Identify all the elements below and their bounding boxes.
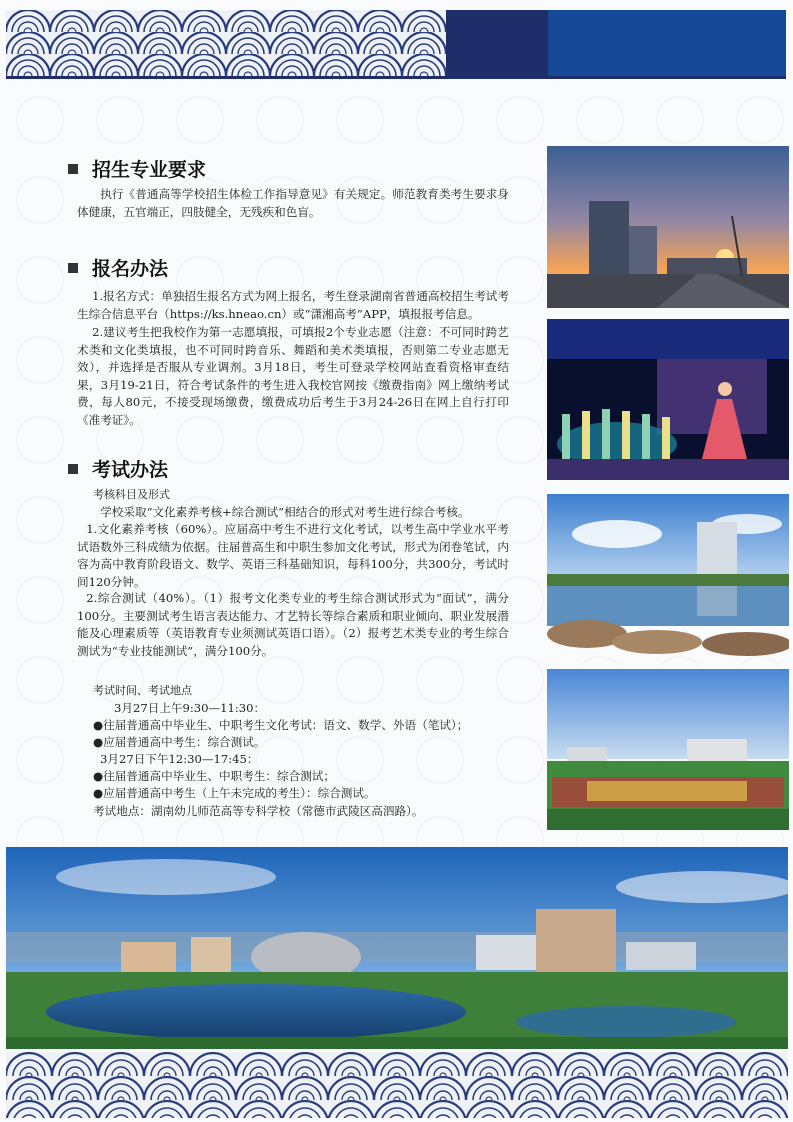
blue-header-block xyxy=(548,10,786,76)
navy-header-block xyxy=(446,10,548,76)
header-divider xyxy=(6,76,786,79)
sports-field-photo xyxy=(547,669,789,830)
exam-location: 考试地点：湖南幼儿师范高等专科学校（常德市武陵区高泗路）。 xyxy=(93,804,424,818)
campus-sunset-photo xyxy=(547,146,789,308)
session-2-item-2: ●应届普通高中考生（上午未完成的考生）：综合测试。 xyxy=(93,786,376,800)
exam-subject-heading: 考核科目及形式 xyxy=(93,488,170,501)
exam-time-heading: 考试时间、考试地点 xyxy=(93,684,192,697)
registration-paragraph-1: 1.报名方式：单独招生报名方式为网上报名，考生登录湖南省普通高校招生考试考生综合信息平台（https://ks.hneao.cn）或“潇湘高考”APP，填报报考信息。 xyxy=(77,289,509,321)
wave-pattern-icon xyxy=(6,1052,788,1118)
section-title-exam: 考试办法 xyxy=(68,455,168,482)
requirements-text: 执行《普通高等学校招生体检工作指导意见》有关规定。师范教育类考生要求身体健康，五官端正，四肢健全，无残疾和色盲。 xyxy=(77,187,509,219)
square-bullet-icon xyxy=(68,263,78,273)
campus-panorama-photo xyxy=(6,847,788,1049)
session-2-time: 3月27日下午12:30—17:45： xyxy=(100,752,259,766)
section-title-requirements: 招生专业要求 xyxy=(68,155,206,182)
square-bullet-icon xyxy=(68,164,78,174)
lake-campus-photo xyxy=(547,494,789,656)
session-1-time: 3月27日上午9:30—11:30： xyxy=(114,701,266,715)
exam-intro: 学校采取“文化素养考核+综合测试”相结合的形式对考生进行综合考核。 xyxy=(100,505,470,519)
session-2-item-1: ●往届普通高中毕业生、中职考生：综合测试； xyxy=(93,769,335,783)
session-1-item-2: ●应届普通高中考生：综合测试。 xyxy=(93,735,266,749)
section-title-registration: 报名办法 xyxy=(68,254,168,281)
wave-pattern-icon xyxy=(6,10,446,76)
exam-paragraph-2: 2.综合测试（40%）。（1）报考文化类专业的考生综合测试形式为“面试”，满分100分。主要测试考生语言表达能力、才艺特长等综合素质和职业倾向、职业发展潜能及心理素质等（英语教育专业须测试英语口语）。（2）报考艺术类专业的考生综合测试为“专业技能测试”，满分100分。 xyxy=(77,591,509,658)
stage-performance-photo xyxy=(547,319,789,480)
exam-paragraph-1: 1.文化素养考核（60%）。应届高中考生不进行文化考试，以考生高中学业水平考试语数外三科成绩为依据。往届普高生和中职生参加文化考试，形式为闭卷笔试，内容为高中教育阶段语文、数学、英语三科基础知识，每科100分，共300分，考试时间120分钟。 xyxy=(77,522,509,589)
square-bullet-icon xyxy=(68,464,78,474)
header-banner xyxy=(0,0,793,82)
registration-paragraph-2: 2.建议考生把我校作为第一志愿填报，可填报2个专业志愿（注意：不可同时跨艺术类和文化类填报，也不可同时跨音乐、舞蹈和美术类填报，否则第二专业志愿无效），并选择是否服从专业调剂。3月18日，考生可登录学校网站查看资格审查结果，3月19-21日，符合考试条件的考生进入我校官网按《缴费指南》网上缴纳考试费，每人80元，不接受现场缴费，缴费成功后考生于3月24-26日在网上自行打印《准考证》。 xyxy=(77,325,509,427)
session-1-item-1: ●往届普通高中毕业生、中职考生文化考试：语文、数学、外语（笔试）； xyxy=(93,718,469,732)
